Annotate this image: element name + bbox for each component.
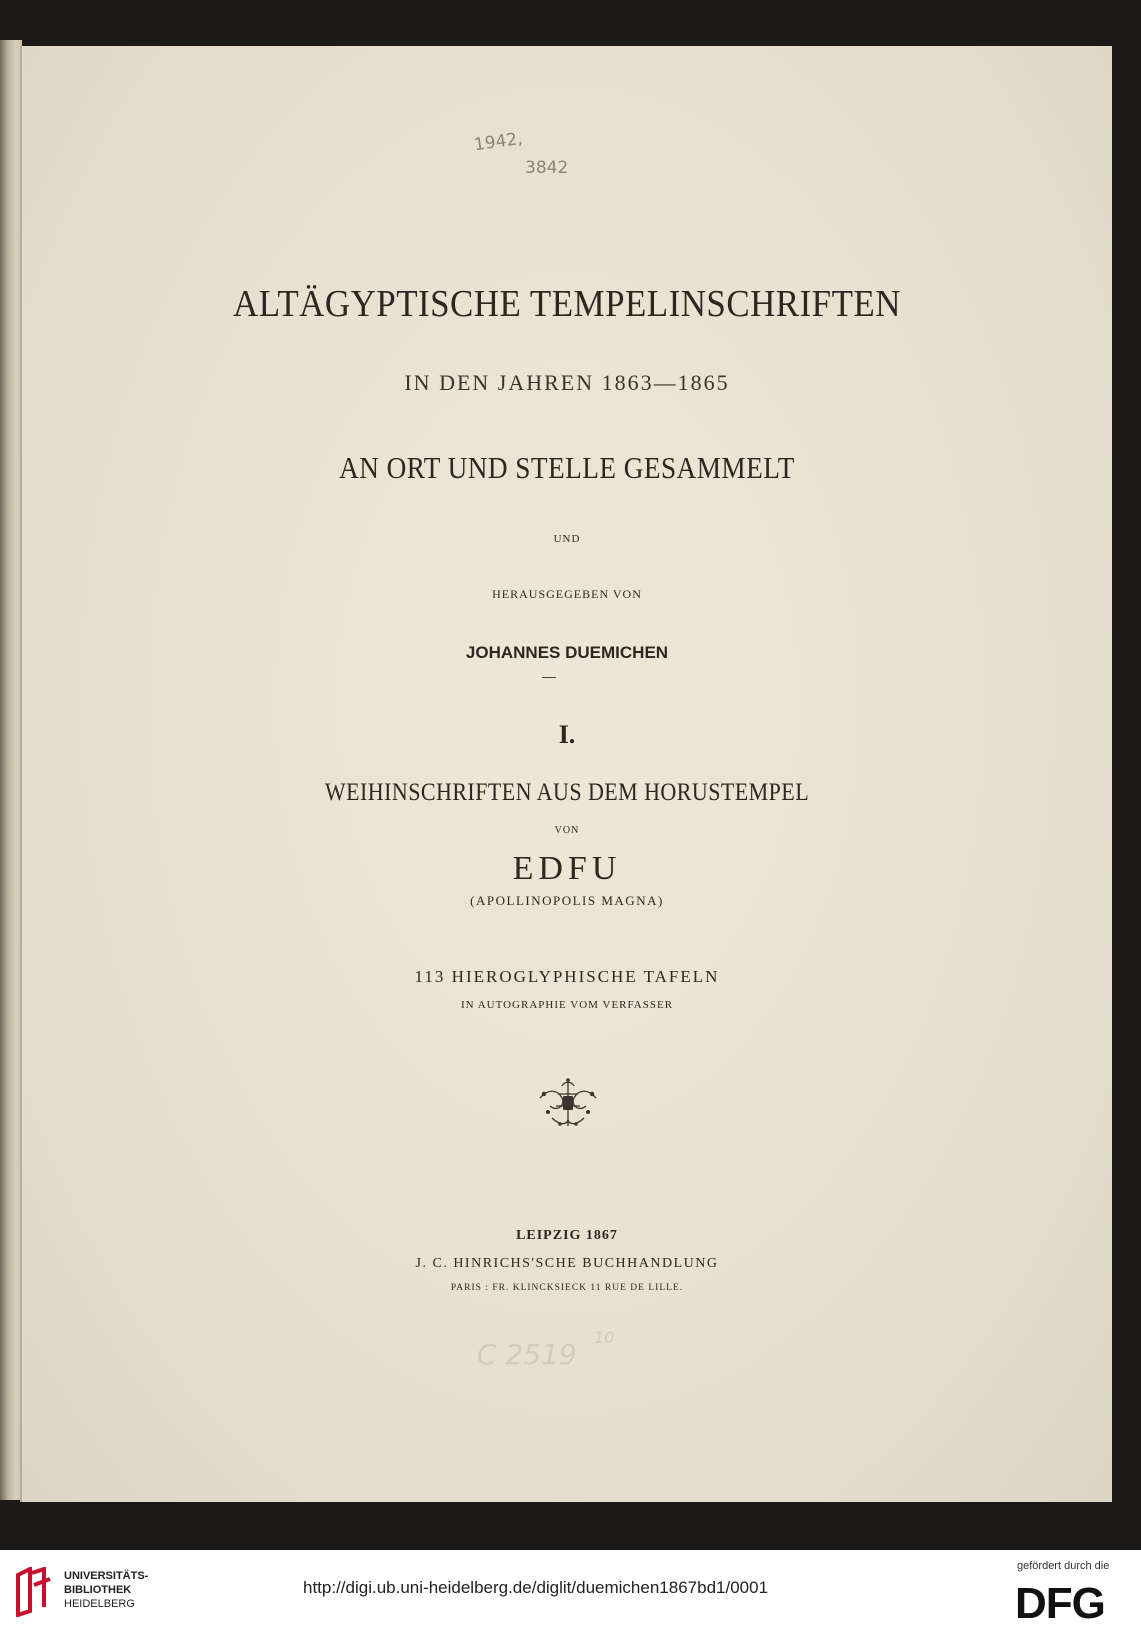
printer-ornament-icon xyxy=(532,1076,604,1134)
dfg-logo-text: DFG xyxy=(1015,1580,1105,1622)
permalink-url[interactable]: http://digi.ub.uni-heidelberg.de/diglit/duemichen1867bd1/0001 xyxy=(303,1578,769,1597)
handwritten-note-3842: 3842 xyxy=(525,158,569,178)
library-name-line2: BIBLIOTHEK xyxy=(64,1584,132,1596)
place-name: EDFU xyxy=(512,850,622,887)
und-line: UND xyxy=(553,533,581,545)
years-line: IN DEN JAHREN 1863—1865 xyxy=(404,370,730,395)
author-rule xyxy=(542,677,556,678)
library-name-line1: UNIVERSITÄTS- xyxy=(64,1570,149,1582)
collected-line: AN ORT UND STELLE GESAMMELT xyxy=(339,450,795,485)
imprint-publisher: J. C. HINRICHS'SCHE BUCHHANDLUNG xyxy=(415,1256,719,1271)
library-name-line3: HEIDELBERG xyxy=(64,1598,135,1610)
dfg-logo-icon xyxy=(1015,1580,1131,1622)
imprint-paris: PARIS : FR. KLINCKSIECK 11 RUE DE LILLE. xyxy=(450,1283,684,1293)
volume-number: I. xyxy=(558,720,576,749)
faint-shelfmark: C 2519 xyxy=(477,1338,577,1371)
author-name: JOHANNES DUEMICHEN xyxy=(465,643,669,662)
book-title: ALTÄGYPTISCHE TEMPELINSCHRIFTEN xyxy=(233,283,901,325)
place-alt-name: (APOLLINOPOLIS MAGNA) xyxy=(470,893,664,908)
plates-note: IN AUTOGRAPHIE VOM VERFASSER xyxy=(460,999,674,1011)
von-line: VON xyxy=(554,825,580,836)
plates-line: 113 HIEROGLYPHISCHE TAFELN xyxy=(414,967,720,986)
imprint-city-year: LEIPZIG 1867 xyxy=(516,1228,618,1243)
edited-by-line: HERAUSGEGEBEN VON xyxy=(492,587,642,601)
volume-subtitle: WEIHINSCHRIFTEN AUS DEM HORUSTEMPEL xyxy=(324,779,810,806)
handwritten-note-1942: 1942, xyxy=(472,128,524,156)
funding-caption: gefördert durch die xyxy=(1017,1560,1110,1572)
faint-shelfmark-number: 10 xyxy=(594,1328,615,1347)
library-logo-icon xyxy=(14,1567,56,1617)
footer-bar xyxy=(0,1550,1141,1633)
book-spine xyxy=(0,40,22,1500)
library-name xyxy=(64,1569,148,1611)
title-page xyxy=(20,46,1112,1502)
